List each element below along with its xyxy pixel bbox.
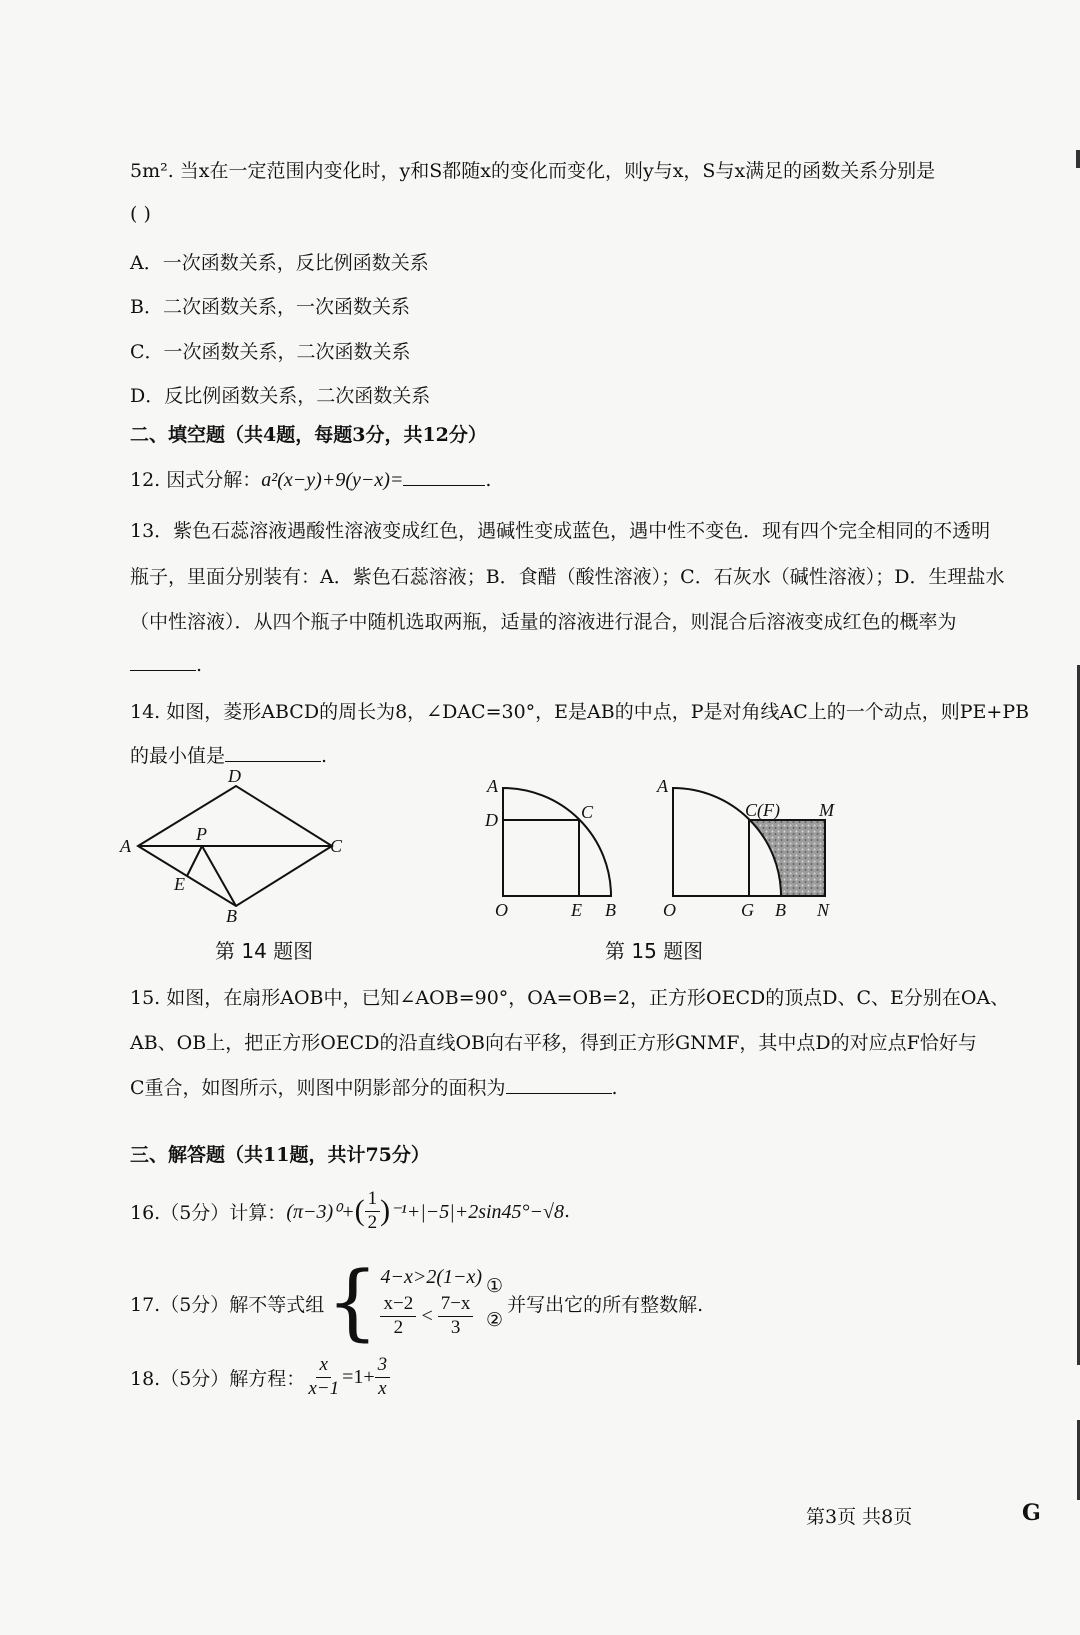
q12-expression: a²(x−y)+9(y−x)= bbox=[261, 469, 404, 491]
q14-line-2 bbox=[130, 741, 327, 768]
q11-option-a: A．一次函数关系，反比例函数关系 bbox=[130, 252, 429, 274]
figure-14-caption: 第 14 题图 bbox=[215, 939, 314, 963]
figure-15-sector bbox=[475, 770, 635, 930]
q13-line-1: 13．紫色石蕊溶液遇酸性溶液变成红色，遇碱性变成蓝色，遇中性不变色．现有四个完全相同的不透明 bbox=[130, 520, 991, 542]
q11-stem: 5m². 当x在一定范围内变化时，y和S都随x的变化而变化，则y与x，S与x满足的函数关系分别是 bbox=[130, 160, 936, 182]
q16-fraction-numerator: 1 bbox=[365, 1188, 381, 1212]
q17-ineq2-right-den: 3 bbox=[450, 1317, 461, 1338]
q11-option-c: C．一次函数关系，二次函数关系 bbox=[130, 341, 411, 363]
q17-prefix: 17.（5分）解不等式组 bbox=[130, 1293, 325, 1316]
q11-paren: ( ) bbox=[130, 203, 151, 225]
q18-prefix: 18.（5分）解方程： bbox=[130, 1367, 306, 1390]
q12-answer-blank bbox=[403, 467, 485, 486]
q17-ineq2-right-num: 7−x bbox=[438, 1293, 474, 1317]
q17-ineq2-left-den: 2 bbox=[393, 1317, 404, 1338]
q15-line-3 bbox=[130, 1073, 618, 1100]
fig15a-label-o: O bbox=[495, 900, 508, 920]
q11-option-d: D．反比例函数关系，二次函数关系 bbox=[130, 385, 431, 407]
page-number: 第3页 共8页 bbox=[806, 1506, 913, 1528]
q17-inequality-1: 4−x>2(1−x) bbox=[380, 1266, 483, 1289]
fig15a-label-b: B bbox=[605, 900, 616, 920]
q15-answer-blank bbox=[506, 1075, 612, 1094]
q17-system bbox=[380, 1266, 482, 1340]
q18-left-frac bbox=[305, 1354, 342, 1401]
q17-mark-2: ② bbox=[486, 1309, 504, 1331]
fig15a-label-e: E bbox=[571, 900, 582, 920]
fig15b-label-cf: C(F) bbox=[745, 800, 780, 820]
fig15b-label-a: A bbox=[657, 776, 668, 796]
segment-pe bbox=[187, 846, 202, 876]
q17-marks bbox=[486, 1275, 503, 1331]
q18-left-num: x bbox=[316, 1354, 330, 1378]
fig15a-label-a: A bbox=[487, 776, 498, 796]
fig14-label-a: A bbox=[120, 836, 131, 856]
q14-answer-blank bbox=[225, 743, 321, 762]
square-oecd bbox=[503, 820, 579, 896]
q17-inequality-2 bbox=[380, 1293, 482, 1340]
q16-fraction-denominator: 2 bbox=[367, 1211, 378, 1233]
q12 bbox=[130, 465, 491, 492]
q17-mark-1: ① bbox=[486, 1275, 504, 1297]
q16 bbox=[130, 1188, 570, 1235]
q18-left-den: x−1 bbox=[308, 1377, 340, 1399]
q15-line-1: 15. 如图，在扇形AOB中，已知∠AOB=90°，OA=OB=2，正方形OECD的顶点D、C、E分别在OA、 bbox=[130, 987, 1010, 1009]
q18-right-den: x bbox=[378, 1377, 387, 1399]
q12-prefix: 12. 因式分解： bbox=[130, 469, 262, 491]
q17 bbox=[130, 1255, 704, 1350]
q16-prefix: 16.（5分）计算： bbox=[130, 1201, 287, 1224]
fig15b-label-b: B bbox=[775, 900, 786, 920]
q16-expression-part-1: (π−3)⁰+ bbox=[286, 1200, 355, 1223]
fig15b-label-n: N bbox=[817, 900, 830, 920]
corner-mark: G bbox=[1022, 1500, 1041, 1526]
q14-end: . bbox=[321, 745, 328, 767]
q15-end: . bbox=[611, 1077, 618, 1099]
section-2-heading: 二、填空题（共4题，每题3分，共12分） bbox=[130, 424, 487, 446]
fig14-label-c: C bbox=[330, 836, 343, 856]
q15-line-3-text: C重合，如图所示，则图中阴影部分的面积为 bbox=[130, 1077, 506, 1099]
q16-fraction bbox=[365, 1188, 381, 1235]
q16-expression-part-2: ⁻¹+|−5|+2sin45°−√8 bbox=[390, 1200, 565, 1223]
q13-line-2: 瓶子，里面分别装有：A．紫色石蕊溶液；B．食醋（酸性溶液）；C．石灰水（碱性溶液）；D．生理盐水 bbox=[130, 566, 1005, 588]
fig14-label-e: E bbox=[174, 874, 185, 894]
q18-mid: =1+ bbox=[342, 1365, 375, 1388]
q18-right-frac bbox=[375, 1354, 391, 1401]
q17-ineq2-right-frac bbox=[438, 1293, 474, 1340]
fig14-label-d: D bbox=[228, 770, 241, 786]
q17-suffix: 并写出它的所有整数解. bbox=[507, 1293, 704, 1316]
q16-end: . bbox=[564, 1200, 571, 1223]
q12-end: . bbox=[485, 469, 492, 491]
q18 bbox=[130, 1354, 390, 1401]
q14-line-1: 14. 如图，菱形ABCD的周长为8，∠DAC=30°，E是AB的中点，P是对角线AC上的一个动点，则PE+PB bbox=[130, 701, 1030, 723]
q17-brace: { bbox=[326, 1255, 379, 1350]
q17-ineq2-relation: < bbox=[420, 1305, 434, 1327]
fig15b-label-o: O bbox=[663, 900, 676, 920]
sector-aob bbox=[503, 788, 611, 896]
fig14-label-p: P bbox=[196, 824, 207, 844]
q13-line-3: （中性溶液）．从四个瓶子中随机选取两瓶，适量的溶液进行混合，则混合后溶液变成红色的概率为 bbox=[130, 611, 957, 633]
q18-right-num: 3 bbox=[375, 1354, 391, 1378]
scan-edge-mark-top bbox=[1076, 150, 1080, 168]
fig15a-label-c: C bbox=[581, 802, 594, 822]
q13-end: . bbox=[196, 654, 203, 676]
section-3-heading: 三、解答题（共11题，共计75分） bbox=[130, 1144, 430, 1166]
q11-option-b: B．二次函数关系，一次函数关系 bbox=[130, 296, 410, 318]
segment-pb bbox=[202, 846, 236, 906]
fig15b-label-g: G bbox=[741, 900, 754, 920]
q13-line-4 bbox=[130, 652, 202, 676]
q15-line-2: AB、OB上，把正方形OECD的沿直线OB向右平移，得到正方形GNMF，其中点D的对应点F恰好与 bbox=[130, 1032, 977, 1054]
fig15b-label-m: M bbox=[819, 800, 834, 820]
fig15a-label-d: D bbox=[485, 810, 498, 830]
q17-ineq2-left-frac bbox=[380, 1293, 416, 1340]
q16-paren-close: ) bbox=[380, 1194, 391, 1228]
figure-15-translated bbox=[645, 770, 845, 930]
figure-14-rhombus bbox=[110, 770, 370, 930]
figure-15-caption: 第 15 题图 bbox=[605, 939, 704, 963]
fig14-label-b: B bbox=[226, 906, 237, 926]
q17-ineq2-left-num: x−2 bbox=[380, 1293, 416, 1317]
q14-line-2-text: 的最小值是 bbox=[130, 745, 226, 767]
q13-answer-blank bbox=[130, 652, 196, 671]
q16-paren-open: ( bbox=[354, 1194, 365, 1228]
